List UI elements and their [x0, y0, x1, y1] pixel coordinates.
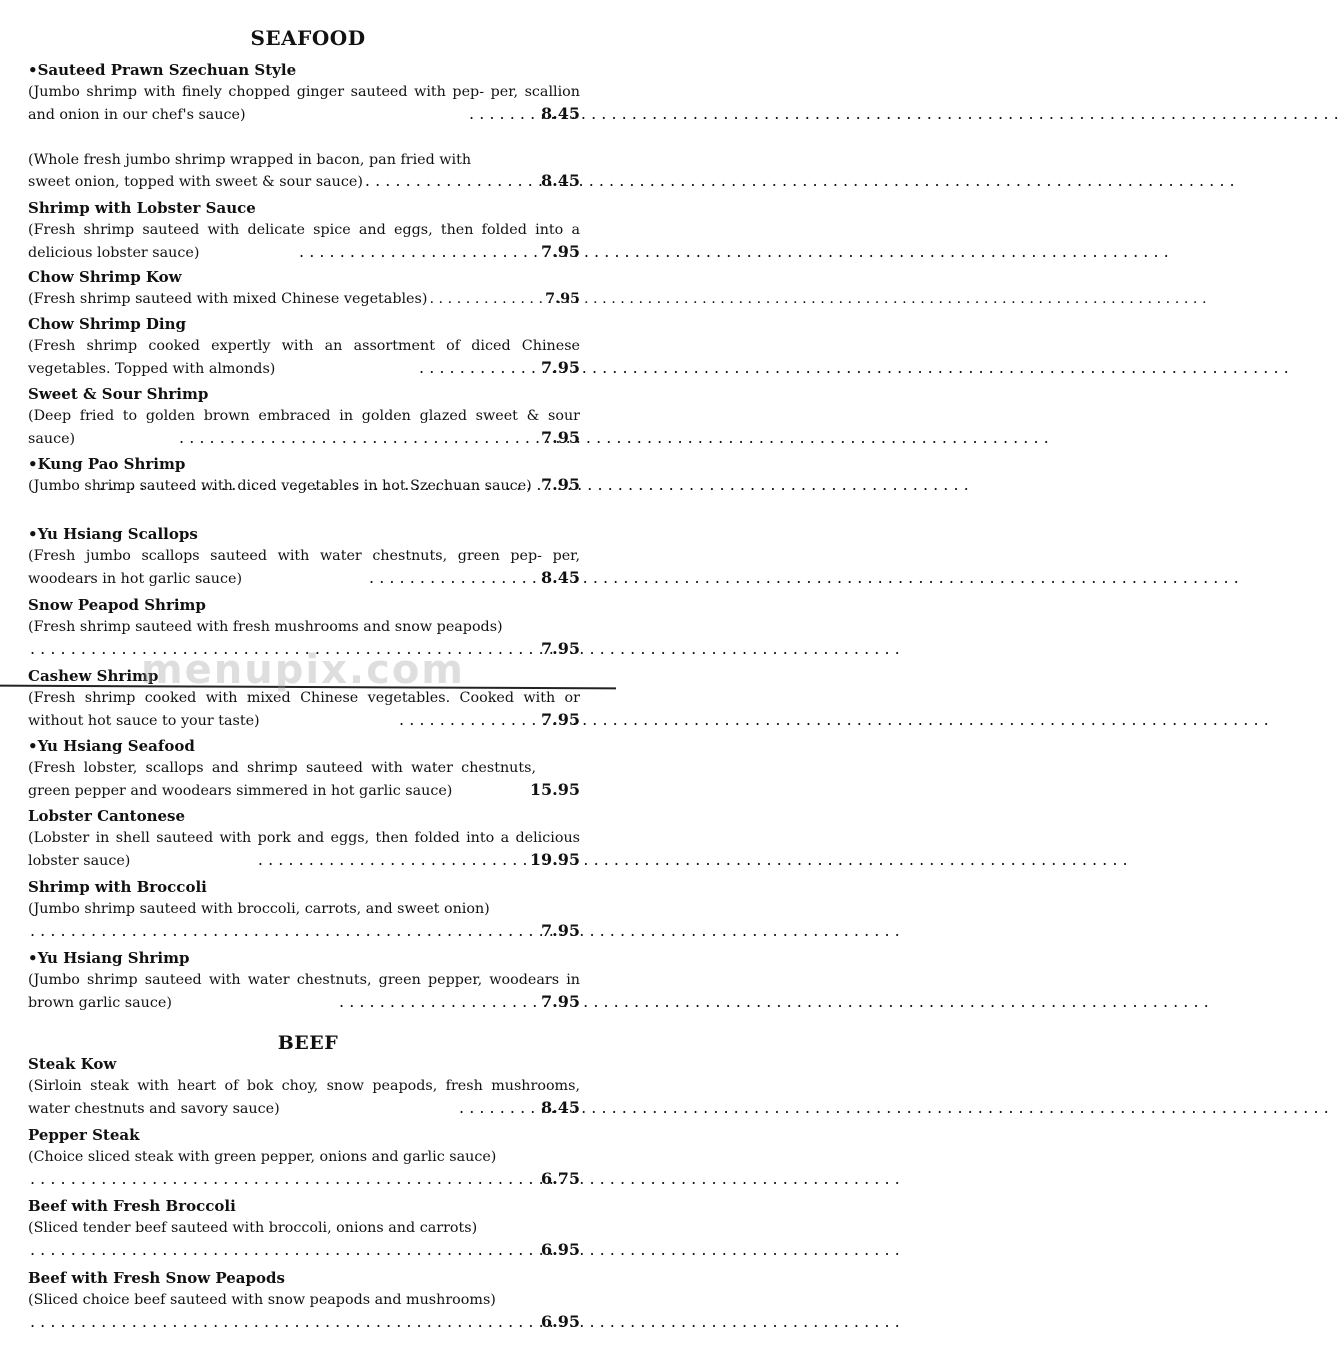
- item-name: Chow Shrimp Kow: [28, 268, 182, 286]
- leader-dots: [299, 242, 539, 261]
- price-line: [28, 1240, 580, 1259]
- item-name: Shrimp with Lobster Sauce: [28, 199, 256, 217]
- item-desc: (Lobster in shell sauteed with pork and eggs, then folded into a delicious lobster sauce): [28, 830, 580, 869]
- item-name: •Kung Pao Shrimp: [28, 455, 186, 473]
- item-price: 7.95: [545, 291, 580, 307]
- item-price: 6.95: [541, 1312, 580, 1331]
- item-name: Steak Kow: [28, 1055, 117, 1073]
- leader-dots: [399, 710, 539, 729]
- item-desc: (Fresh shrimp cooked expertly with an assortment of diced Chinese vegetables. Topped with almonds): [28, 338, 580, 377]
- item-desc: sweet onion, topped with sweet & sour sauce): [28, 174, 363, 190]
- item-desc: (Fresh shrimp sauteed with mixed Chinese vegetables): [28, 291, 428, 307]
- item-price: 8.45: [541, 104, 580, 123]
- item-price: 6.75: [541, 1169, 580, 1188]
- leader-dots: [30, 1240, 539, 1259]
- menu-item: [28, 736, 580, 799]
- item-desc: (Sirloin steak with heart of bok choy, snow peapods, fresh mushrooms, water chestnuts and savory sauce): [28, 1078, 580, 1117]
- item-name: Snow Peapod Shrimp: [28, 596, 206, 614]
- item-price: 7.95: [541, 992, 580, 1011]
- menu-item: [28, 267, 580, 311]
- beef-section-title: BEEF: [277, 1032, 339, 1054]
- item-name: •Yu Hsiang Shrimp: [28, 949, 190, 967]
- leader-dots: [469, 104, 539, 123]
- leader-dots: [258, 850, 528, 869]
- menu-item: [28, 1054, 580, 1117]
- leader-dots: [429, 288, 543, 311]
- leader-dots: [30, 639, 539, 658]
- menu-item: [28, 1125, 580, 1188]
- price-line: [28, 428, 580, 447]
- leader-dots: [365, 171, 539, 190]
- menu-item: [28, 806, 580, 869]
- leader-dots: [459, 1098, 539, 1117]
- seafood-section-title: SEAFOOD: [250, 26, 366, 50]
- menu-item: [28, 314, 580, 377]
- item-desc-block: [28, 1146, 580, 1169]
- item-name: Lobster Cantonese: [28, 807, 186, 825]
- leader-dots: [30, 921, 539, 940]
- menu-item: [28, 60, 580, 123]
- item-price: 8.45: [541, 568, 580, 587]
- leader-dots: [179, 428, 539, 447]
- price-line: [28, 288, 580, 311]
- item-name: •Yu Hsiang Scallops: [28, 525, 198, 543]
- item-desc: (Fresh shrimp sauteed with delicate spice and eggs, then folded into a delicious lobster sauce): [28, 222, 580, 261]
- menu-item: [28, 384, 580, 447]
- item-desc: (Jumbo shrimp sauteed with diced vegetables in hot Szechuan sauce): [28, 478, 532, 494]
- item-name: Sweet & Sour Shrimp: [28, 385, 209, 403]
- item-price: 6.95: [541, 1240, 580, 1259]
- leader-dots: [369, 568, 539, 587]
- menu-item: [28, 666, 580, 729]
- item-desc: (Deep fried to golden brown embraced in golden glazed sweet & sour sauce): [28, 408, 580, 447]
- menu-item: [28, 150, 580, 190]
- menu-item: [28, 877, 580, 940]
- menu-item: [28, 198, 580, 261]
- price-line: [28, 921, 580, 940]
- item-desc: (Choice sliced steak with green pepper, onions and garlic sauce): [28, 1149, 497, 1165]
- item-name: Beef with Fresh Snow Peapods: [28, 1269, 285, 1287]
- item-desc-block: [28, 1217, 580, 1240]
- item-desc: (Fresh shrimp cooked with mixed Chinese vegetables. Cooked with or without hot sauce to your taste): [28, 690, 580, 729]
- menu-item: [28, 1196, 580, 1259]
- item-name: •Sauteed Prawn Szechuan Style: [28, 61, 297, 79]
- watermark: menupix.com: [141, 647, 465, 693]
- item-name: Chow Shrimp Ding: [28, 315, 187, 333]
- item-price: 7.95: [541, 358, 580, 377]
- price-line: [28, 639, 580, 658]
- item-price: 7.95: [541, 475, 580, 494]
- menu-item: [28, 948, 580, 1011]
- item-desc: (Jumbo shrimp sauteed with water chestnuts, green pepper, woodears in brown garlic sauce): [28, 972, 580, 1011]
- item-desc-block: [28, 616, 580, 639]
- item-price: 7.95: [541, 428, 580, 447]
- menu-page: [0, 0, 616, 1370]
- price-line: [28, 475, 580, 494]
- item-desc: (Fresh shrimp sauteed with fresh mushrooms and snow peapods): [28, 619, 503, 635]
- item-price: 8.45: [541, 1098, 580, 1117]
- item-price: 15.95: [529, 780, 580, 799]
- item-desc-block: [28, 898, 580, 921]
- item-desc: (Sliced choice beef sauteed with snow peapods and mushrooms): [28, 1292, 496, 1308]
- leader-dots: [339, 992, 539, 1011]
- item-name: (Whole fresh jumbo shrimp wrapped in bacon, pan fried with: [28, 152, 472, 168]
- item-price: 7.95: [541, 242, 580, 261]
- item-price: 8.45: [541, 171, 580, 190]
- item-price: 7.95: [541, 639, 580, 658]
- price-line: [28, 171, 580, 190]
- item-price: 19.95: [529, 850, 580, 869]
- item-name: •Yu Hsiang Seafood: [28, 737, 195, 755]
- menu-item: [28, 1268, 580, 1331]
- leader-dots: [419, 358, 539, 377]
- item-name: Beef with Fresh Broccoli: [28, 1197, 236, 1215]
- item-name: Shrimp with Broccoli: [28, 878, 207, 896]
- leader-dots: [30, 1169, 539, 1188]
- menu-item: [28, 524, 580, 587]
- item-name: Pepper Steak: [28, 1126, 140, 1144]
- menu-item: [28, 595, 580, 658]
- price-line: [28, 1169, 580, 1188]
- item-desc: (Jumbo shrimp sauteed with broccoli, carrots, and sweet onion): [28, 901, 490, 917]
- item-desc: (Jumbo shrimp with finely chopped ginger sauteed with pep- per, scallion and onion in our chef's sauce): [28, 84, 580, 123]
- item-desc-block: [28, 1289, 580, 1312]
- leader-dots: [99, 475, 539, 494]
- menu-item: [28, 454, 580, 494]
- item-price: 7.95: [541, 710, 580, 729]
- leader-dots: [30, 1312, 539, 1331]
- item-desc: (Fresh jumbo scallops sauteed with water chestnuts, green pep- per, woodears in hot garlic sauce): [28, 548, 580, 587]
- item-desc: (Sliced tender beef sauteed with broccoli, onions and carrots): [28, 1220, 478, 1236]
- item-price: 7.95: [541, 921, 580, 940]
- item-desc: (Fresh lobster, scallops and shrimp sauteed with water chestnuts, green pepper and woodears simmered in hot garlic sauce): [28, 760, 536, 799]
- item-name: Cashew Shrimp: [28, 667, 159, 685]
- price-line: [28, 1312, 580, 1331]
